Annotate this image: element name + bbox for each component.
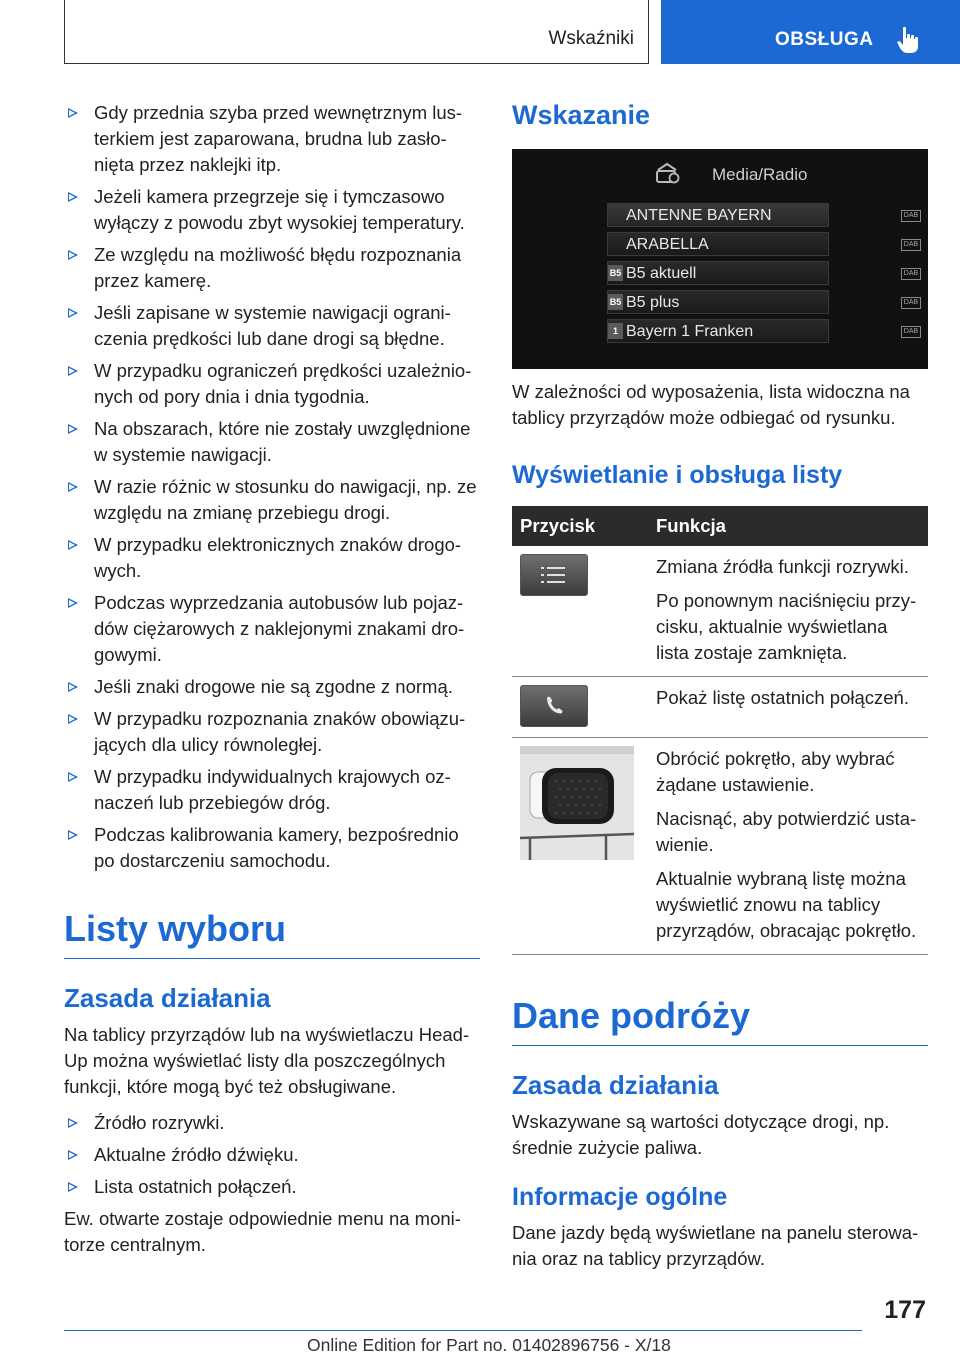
triangle-bullet-icon (68, 108, 78, 118)
list-item: W przypadku indywidualnych krajowych oz-naczeń lub przebiegów dróg. (64, 764, 480, 816)
triangle-bullet-icon (68, 598, 78, 608)
triangle-bullet-icon (68, 1150, 78, 1160)
triangle-bullet-icon (68, 250, 78, 260)
header-section-box (64, 0, 649, 64)
triangle-bullet-icon (68, 1182, 78, 1192)
list-types (64, 1110, 480, 1200)
triangle-bullet-icon (68, 308, 78, 318)
table-cell-text: Obrócić pokrętło, aby wybrać żądane ustawienie. (656, 748, 895, 795)
triangle-bullet-icon (68, 1118, 78, 1128)
list-item: Podczas wyprzedzania autobusów lub pojaz-dów ciężarowych z naklejonymi znakami dro-gowymi. (64, 590, 480, 668)
list-item: W przypadku ograniczeń prędkości uzależnio-nych od pory dnia i dnia tygodnia. (64, 358, 480, 410)
table-cell-text: Zmiana źródła funkcji rozrywki. (656, 556, 909, 577)
table-header-row (512, 506, 928, 546)
screenshot-caption: W zależności od wyposażenia, lista widoczna na tablicy przyrządów może odbiegać od rysunku. (512, 381, 910, 428)
list-item: W przypadku rozpoznania znaków obowiązu-jących dla ulicy równoległej. (64, 706, 480, 758)
list-item: W przypadku elektronicznych znaków drogo-wych. (64, 532, 480, 584)
table-header: Funkcja (648, 506, 928, 546)
list-title: Wyświetlanie i obsługa listy (512, 461, 843, 489)
left-column (64, 100, 480, 1258)
general-paragraph: Dane jazdy będą wyświetlane na panelu sterowa-nia oraz na tablicy przyrządów. (512, 1222, 919, 1269)
phone-button-icon (520, 685, 588, 727)
dab-icon: DAB (901, 210, 921, 222)
pointing-hand-icon (897, 26, 919, 54)
list-item: Gdy przednia szyba przed wewnętrznym lus-terkiem jest zaparowana, brudna lub zasło-nięta przez naklejki itp. (64, 100, 480, 178)
station-logo-icon: 1 (608, 323, 623, 339)
triangle-bullet-icon (68, 830, 78, 840)
triangle-bullet-icon (68, 424, 78, 434)
list-item: Aktualne źródło dźwięku. (64, 1142, 480, 1168)
table-row (512, 677, 928, 738)
list-item: Jeśli znaki drogowe nie są zgodne z normą. (64, 674, 480, 700)
table-cell-text: Aktualnie wybraną listę można wyświetlić znowu na tablicy przyrządów, obracając pokrętło. (656, 868, 917, 941)
table-row (512, 546, 928, 677)
conditions-list (64, 100, 480, 874)
right-column (512, 100, 928, 1272)
list-button-icon (520, 554, 588, 596)
triangle-bullet-icon (68, 540, 78, 550)
section-title-listy: Listy wyboru (64, 908, 480, 959)
list-item: Jeśli zapisane w systemie nawigacji ograni-czenia prędkości lub dane drogi są błędne. (64, 300, 480, 352)
dab-icon: DAB (901, 326, 921, 338)
list-item: Lista ostatnich połączeń. (64, 1174, 480, 1200)
list-item: Na obszarach, które nie zostały uwzględnione w systemie nawigacji. (64, 416, 480, 468)
subsection-paragraph: Wskazywane są wartości dotyczące drogi, np. średnie zużycie paliwa. (512, 1111, 890, 1158)
triangle-bullet-icon (68, 682, 78, 692)
dab-icon: DAB (901, 268, 921, 280)
footer-divider (64, 1330, 862, 1331)
station-logo-icon: B5 (608, 265, 623, 281)
triangle-bullet-icon (68, 366, 78, 376)
header-section-title: Wskaźniki (548, 28, 634, 49)
section-title-dane: Dane podróży (512, 995, 928, 1046)
triangle-bullet-icon (68, 482, 78, 492)
page-number: 177 (884, 1296, 926, 1324)
screen-title: Media/Radio (712, 165, 808, 184)
intro-paragraph: Na tablicy przyrządów lub na wyświetlaczu Head-Up można wyświetlać listy dla poszczególnych funkcji, które mogą być też obsługiwane. (64, 1024, 470, 1097)
list-item: Źródło rozrywki. (64, 1110, 480, 1136)
table-cell-text: Nacisnąć, aby potwierdzić usta-wienie. (656, 808, 917, 855)
triangle-bullet-icon (68, 714, 78, 724)
table-cell-text: Po ponownym naciśnięciu przy-cisku, aktualnie wyświetlana lista zostaje zamknięta. (656, 590, 917, 663)
display-title: Wskazanie (512, 100, 651, 130)
table-header: Przycisk (512, 506, 648, 546)
triangle-bullet-icon (68, 772, 78, 782)
header-chapter-tab (661, 0, 960, 64)
list-item: W razie różnic w stosunku do nawigacji, np. ze względu na zmianę przebiegu drogi. (64, 474, 480, 526)
subsection-title: Zasada działania (64, 983, 271, 1013)
function-table (512, 506, 928, 955)
triangle-bullet-icon (68, 192, 78, 202)
general-title: Informacje ogólne (512, 1183, 728, 1211)
screen-list-item: 1 Bayern 1 Franken DAB (607, 319, 829, 343)
header-chapter-title: OBSŁUGA (775, 29, 874, 50)
screen-list-item: B5 B5 aktuell DAB (607, 261, 829, 285)
footer-edition-text: Online Edition for Part no. 01402896756 - X/18 (307, 1335, 671, 1355)
screen-list-item: ARABELLA DAB (607, 232, 829, 256)
instrument-cluster-screenshot (512, 149, 928, 369)
outro-paragraph: Ew. otwarte zostaje odpowiednie menu na moni-torze centralnym. (64, 1208, 461, 1255)
dab-icon: DAB (901, 239, 921, 251)
list-item: Ze względu na możliwość błędu rozpoznania przez kamerę. (64, 242, 480, 294)
thumbwheel-icon (520, 746, 634, 860)
station-logo-icon: B5 (608, 294, 623, 310)
list-item: Jeżeli kamera przegrzeje się i tymczasowo wyłączy z powodu zbyt wysokiej temperatury. (64, 184, 480, 236)
list-item: Podczas kalibrowania kamery, bezpośrednio po dostarczeniu samochodu. (64, 822, 480, 874)
screen-list-item: ANTENNE BAYERN DAB (607, 203, 829, 227)
dab-icon: DAB (901, 297, 921, 309)
subsection-title: Zasada działania (512, 1070, 719, 1100)
screen-list-item: B5 B5 plus DAB (607, 290, 829, 314)
table-cell-text: Pokaż listę ostatnich połączeń. (656, 687, 909, 708)
media-radio-icon (655, 161, 681, 185)
table-row (512, 738, 928, 955)
